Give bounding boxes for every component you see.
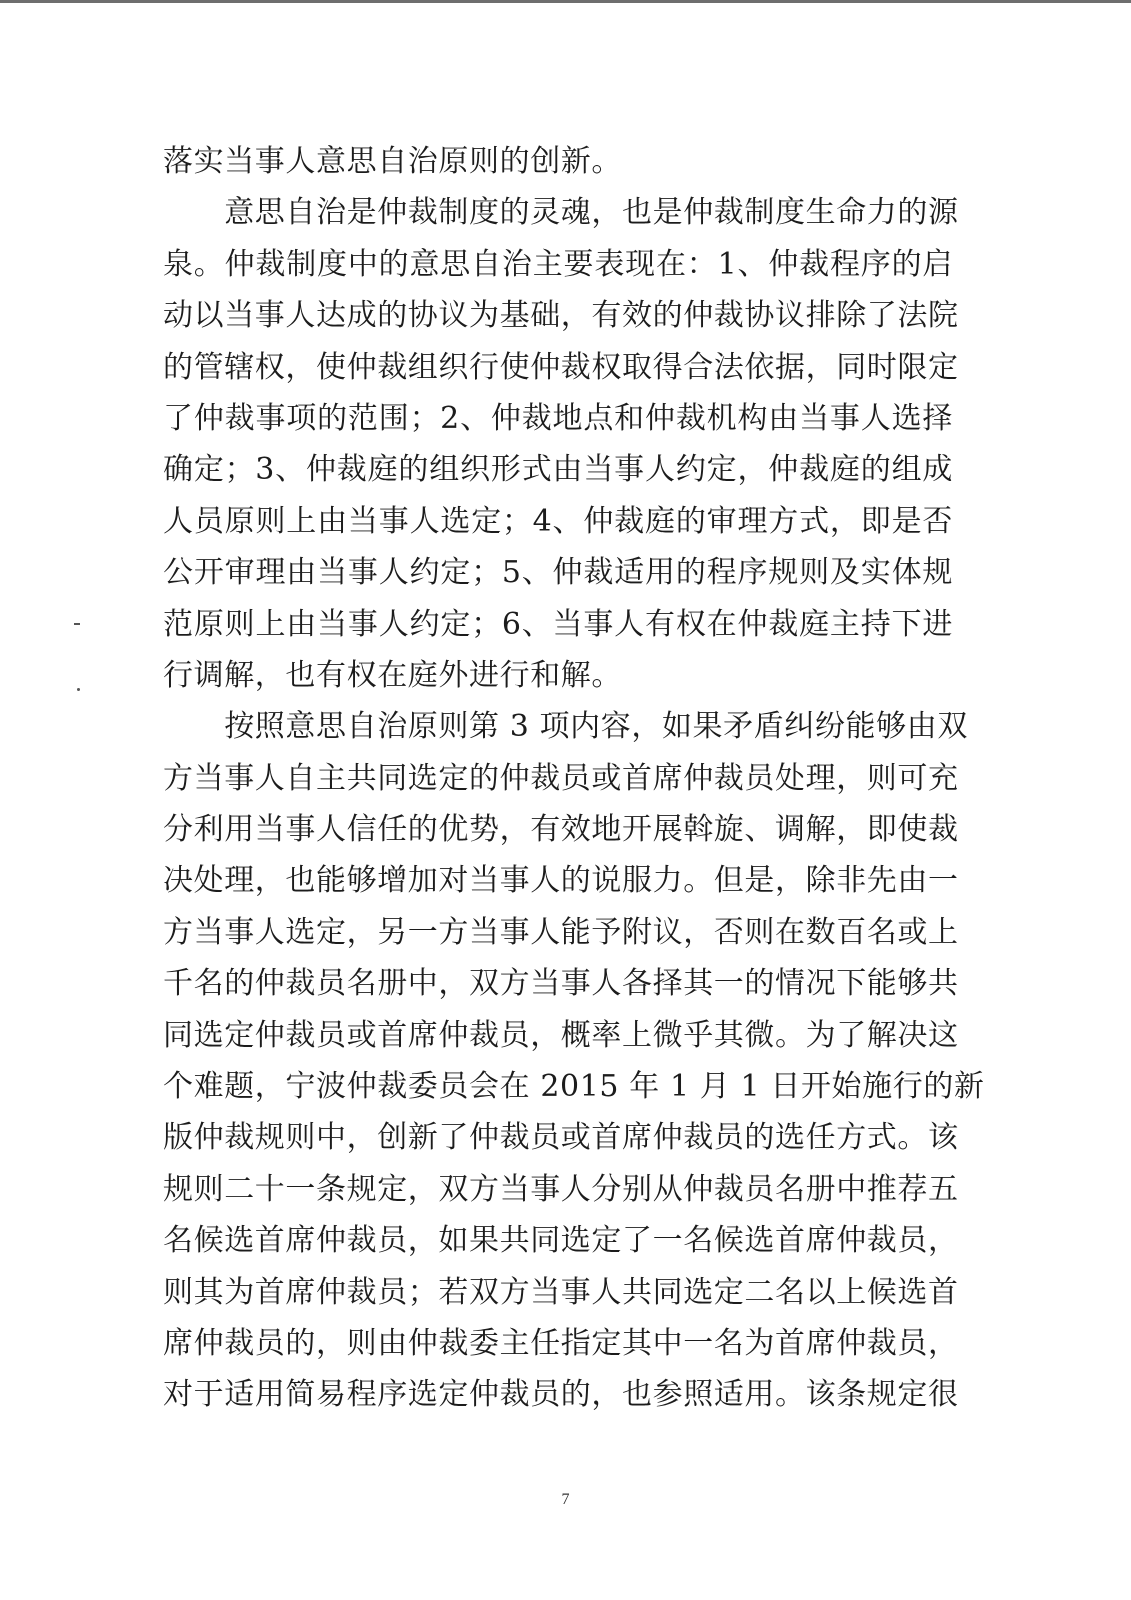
text-line: 确定；3、仲裁庭的组织形式由当事人约定，仲裁庭的组成 xyxy=(163,452,953,488)
text-line: 席仲裁员的，则由仲裁委主任指定其中一名为首席仲裁员， xyxy=(163,1325,959,1361)
text-line: 行调解，也有权在庭外进行和解。 xyxy=(163,657,622,693)
text-line: 同选定仲裁员或首席仲裁员，概率上微乎其微。为了解决这 xyxy=(163,1017,959,1053)
text-line: 则其为首席仲裁员；若双方当事人共同选定二名以上候选首 xyxy=(163,1274,959,1310)
text-line: 对于适用简易程序选定仲裁员的，也参照适用。该条规定很 xyxy=(163,1377,959,1413)
margin-dot xyxy=(77,688,80,691)
text-line: 泉。仲裁制度中的意思自治主要表现在：1、仲裁程序的启 xyxy=(163,246,953,282)
text-line: 意思自治是仲裁制度的灵魂，也是仲裁制度生命力的源 xyxy=(163,195,959,231)
text-line: 规则二十一条规定，双方当事人分别从仲裁员名册中推荐五 xyxy=(163,1171,959,1207)
text-line: 分利用当事人信任的优势，有效地开展斡旋、调解，即使裁 xyxy=(163,812,959,848)
margin-mark xyxy=(74,623,80,625)
body-text xyxy=(163,136,985,1421)
text-line: 按照意思自治原则第 3 项内容，如果矛盾纠纷能够由双 xyxy=(163,709,968,745)
text-line: 了仲裁事项的范围；2、仲裁地点和仲裁机构由当事人选择 xyxy=(163,400,953,436)
text-line: 名候选首席仲裁员，如果共同选定了一名候选首席仲裁员， xyxy=(163,1223,959,1259)
text-line: 个难题，宁波仲裁委员会在 2015 年 1 月 1 日开始施行的新 xyxy=(163,1069,985,1105)
text-line: 动以当事人达成的协议为基础，有效的仲裁协议排除了法院 xyxy=(163,298,959,334)
text-line: 方当事人自主共同选定的仲裁员或首席仲裁员处理，则可充 xyxy=(163,760,959,796)
text-line: 的管辖权，使仲裁组织行使仲裁权取得合法依据，同时限定 xyxy=(163,349,959,385)
text-line: 人员原则上由当事人选定；4、仲裁庭的审理方式，即是否 xyxy=(163,503,953,539)
text-line: 范原则上由当事人约定；6、当事人有权在仲裁庭主持下进 xyxy=(163,606,953,642)
text-line: 决处理，也能够增加对当事人的说服力。但是，除非先由一 xyxy=(163,863,959,899)
text-line: 版仲裁规则中，创新了仲裁员或首席仲裁员的选任方式。该 xyxy=(163,1120,959,1156)
text-line: 千名的仲裁员名册中，双方当事人各择其一的情况下能够共 xyxy=(163,966,959,1002)
text-line: 落实当事人意思自治原则的创新。 xyxy=(163,144,622,179)
page-number: 7 xyxy=(561,1491,570,1508)
text-line: 公开审理由当事人约定；5、仲裁适用的程序规则及实体规 xyxy=(163,555,953,591)
scan-edge xyxy=(0,0,1131,3)
text-line: 方当事人选定，另一方当事人能予附议，否则在数百名或上 xyxy=(163,914,959,950)
